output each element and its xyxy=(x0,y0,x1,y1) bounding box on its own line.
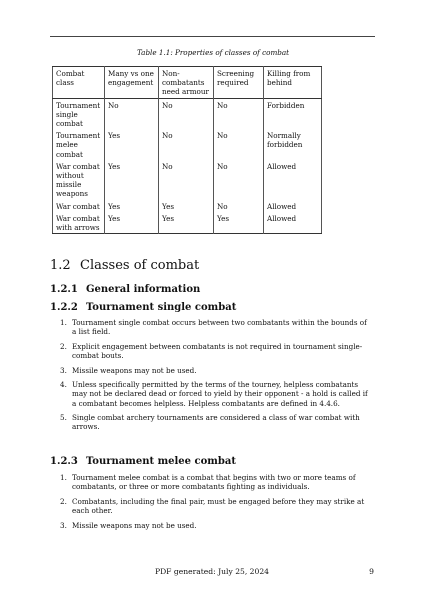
list-item-text: Explicit engagement between combatants is not required in tournament single-combat bouts. xyxy=(72,341,363,361)
list-item xyxy=(50,497,372,516)
section-heading xyxy=(50,258,199,273)
table-cell: Yes xyxy=(105,160,159,200)
list-item xyxy=(50,342,372,361)
page-number: 9 xyxy=(369,567,374,576)
header-cell: Screening required xyxy=(214,67,264,99)
list-item-text: Combatants, including the final pair, must be engaged before they may strike at each other. xyxy=(72,496,365,516)
table-cell: No xyxy=(214,98,264,129)
list-marker: 2. xyxy=(60,341,67,351)
table-cell: Yes xyxy=(159,200,214,212)
list-item-text: Missile weapons may not be used. xyxy=(72,520,197,530)
subsection-title: General information xyxy=(86,284,201,295)
section-number: 1.2 xyxy=(50,258,71,273)
table-cell: Yes xyxy=(105,212,159,234)
subsection-heading-general xyxy=(50,284,200,295)
table-cell: No xyxy=(159,98,214,129)
list-marker: 2. xyxy=(60,496,67,506)
header-cell: Non-combatants need armour xyxy=(159,67,214,99)
table-cell: Yes xyxy=(105,129,159,160)
list-item xyxy=(50,473,372,492)
table-row xyxy=(53,200,322,212)
list-marker: 3. xyxy=(60,520,67,530)
subsection-number: 1.2.2 xyxy=(50,302,78,313)
header-cell: Killing from behind xyxy=(267,69,311,88)
list-item xyxy=(50,318,372,337)
header-cell: Many vs one engagement xyxy=(105,67,159,99)
table-cell: War combat xyxy=(53,200,105,212)
table-row xyxy=(53,98,322,129)
subsection-title: Tournament single combat xyxy=(86,302,237,313)
pdf-generated-date: PDF generated: July 25, 2024 xyxy=(154,567,270,576)
table-cell: No xyxy=(159,160,214,200)
table-cell: Yes xyxy=(159,212,214,234)
list-marker: 1. xyxy=(60,318,67,327)
list-marker: 3. xyxy=(60,365,67,375)
list-item xyxy=(50,413,372,432)
table-caption: Table 1.1: Properties of classes of combat xyxy=(136,48,290,57)
properties-table xyxy=(52,66,322,234)
list-item-text: Tournament melee combat is a combat that begins with two or more teams of combatants, or three or more combatants fighting as individuals. xyxy=(72,473,356,492)
subsection-heading-melee-combat xyxy=(50,456,236,467)
table-cell: Allowed xyxy=(267,201,297,211)
table-cell: Normally forbidden xyxy=(267,131,303,150)
table-cell: Forbidden xyxy=(267,100,305,110)
list-item xyxy=(50,380,372,408)
single-combat-rules-list xyxy=(50,318,372,437)
table-cell: No xyxy=(159,129,214,160)
table-cell: Allowed xyxy=(267,161,297,171)
table-row xyxy=(53,129,322,160)
table-cell: No xyxy=(214,200,264,212)
melee-combat-rules-list xyxy=(50,473,372,535)
list-item-text: Missile weapons may not be used. xyxy=(72,365,197,375)
list-marker: 5. xyxy=(60,413,67,423)
list-marker: 1. xyxy=(60,473,67,482)
list-item-text: Single combat archery tournaments are considered a class of war combat with arrows. xyxy=(72,413,360,432)
table-cell: No xyxy=(214,129,264,160)
subsection-number: 1.2.1 xyxy=(50,284,78,295)
table-cell: Yes xyxy=(105,200,159,212)
list-item-text: Tournament single combat occurs between two combatants within the bounds of a list field. xyxy=(72,318,367,337)
list-item xyxy=(50,366,372,375)
section-title: Classes of combat xyxy=(80,258,200,273)
table-cell: Tournament melee combat xyxy=(53,129,105,160)
subsection-heading-single-combat xyxy=(50,302,236,313)
table-cell: No xyxy=(105,98,159,129)
list-item-text: Unless specifically permitted by the terms of the tourney, helpless combatants may not be declared dead or forced to yield by their opponent - a hold is called if a combatant becomes helpless. Helpless combatants are defined in 4.4.6. xyxy=(72,380,368,408)
table-cell: No xyxy=(214,160,264,200)
table-cell: Allowed xyxy=(267,213,297,223)
subsection-title: Tournament melee combat xyxy=(86,456,236,467)
top-rule xyxy=(50,36,375,37)
list-item xyxy=(50,521,372,530)
table-cell: War combat without missile weapons xyxy=(53,160,105,200)
table-header-row xyxy=(53,67,322,99)
table-row xyxy=(53,212,322,234)
header-cell: Combat class xyxy=(53,67,105,99)
subsection-number: 1.2.3 xyxy=(50,456,78,467)
table-cell: Yes xyxy=(214,212,264,234)
table-cell: Tournament single combat xyxy=(53,98,105,129)
table-row xyxy=(53,160,322,200)
table-cell: War combat with arrows xyxy=(53,212,105,234)
list-marker: 4. xyxy=(60,380,67,390)
